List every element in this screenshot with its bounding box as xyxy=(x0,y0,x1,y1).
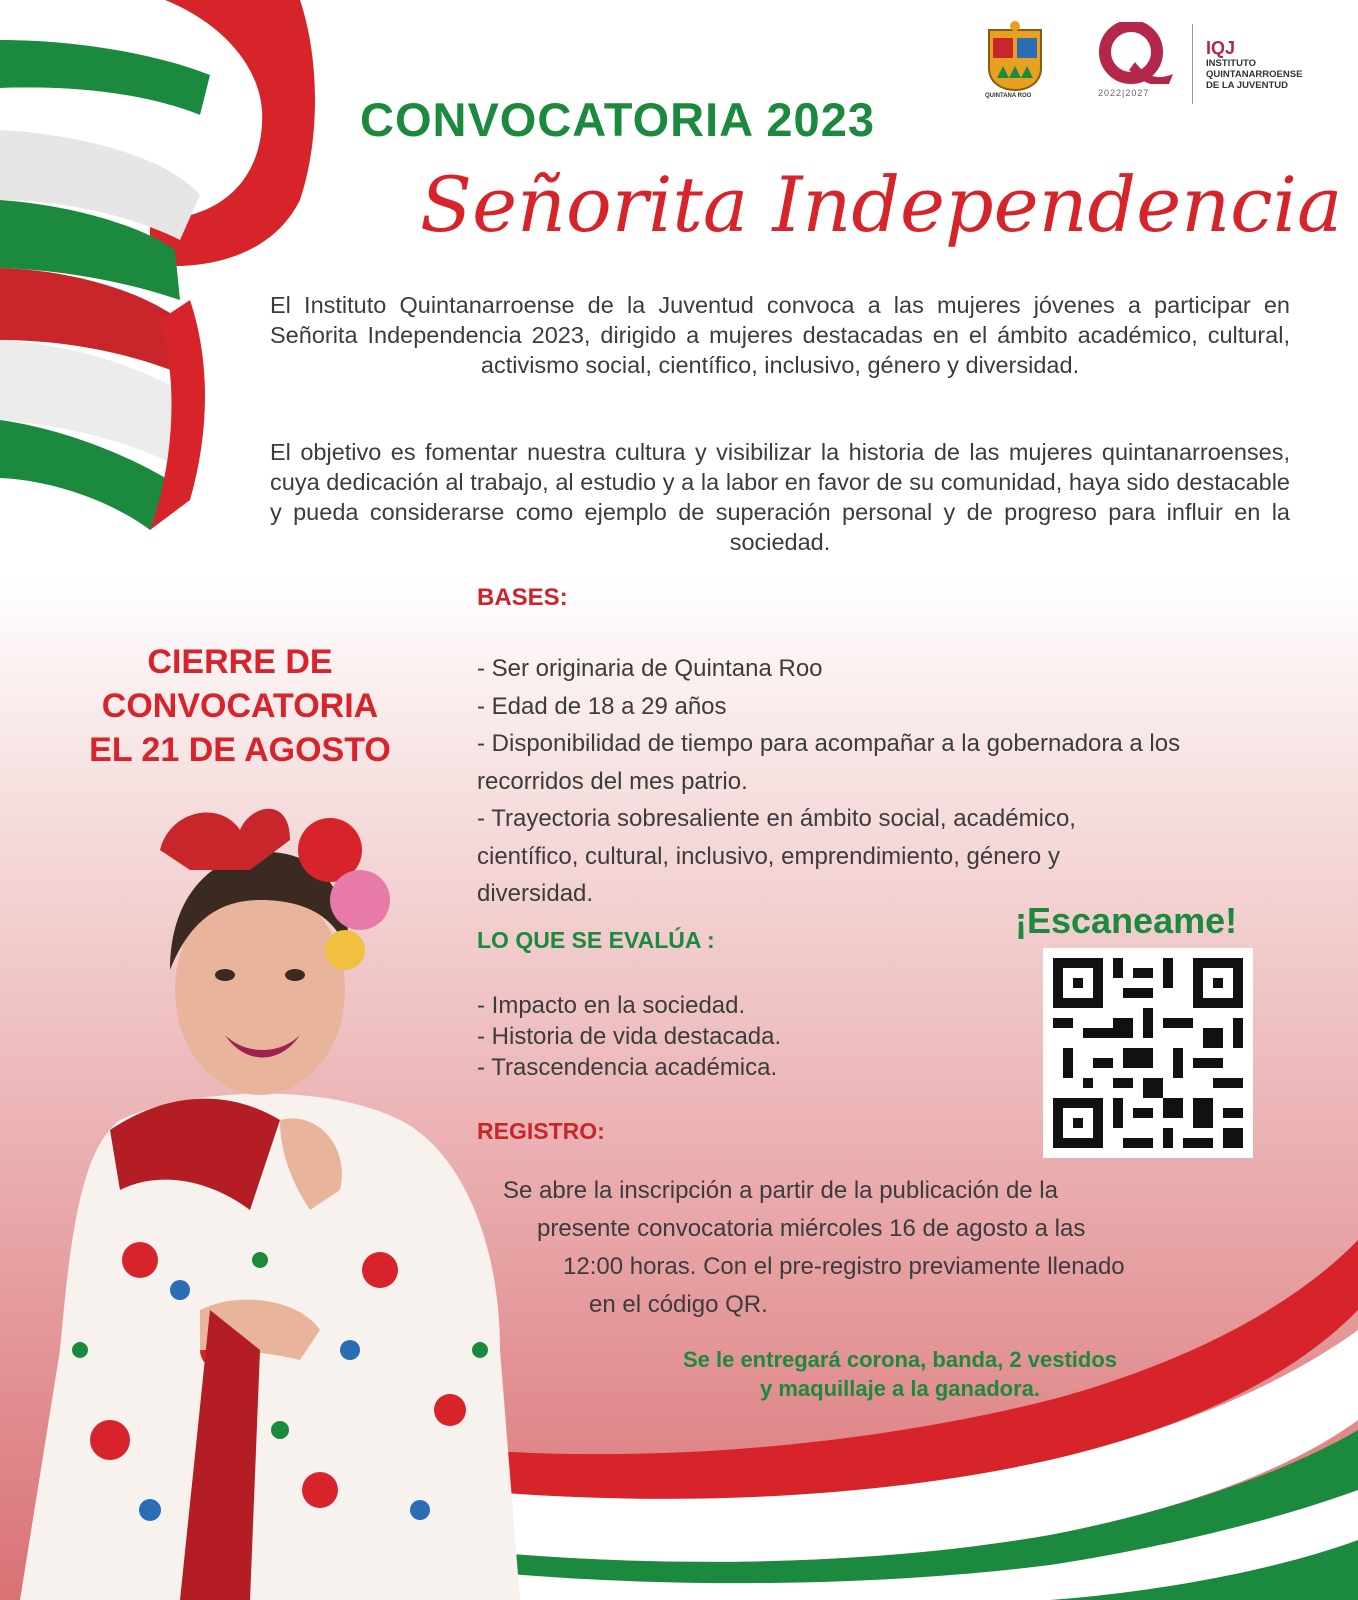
evaluation-item: - Historia de vida destacada. xyxy=(477,1023,782,1050)
qr-code-icon xyxy=(1043,948,1253,1158)
registro-line: en el código QR. xyxy=(589,1291,768,1318)
objective-paragraph: El objetivo es fomentar nuestra cultura y visibilizar la historia de las mujeres quintanarroenses, cuya dedicación al trabajo, al estudio y a la labor en favor de su comunidad, haya sido destacable y pueda considerarse como ejemplo de superación personal y de progreso para influir en la sociedad. xyxy=(270,439,1290,555)
bases-item: - Ser originaria de Quintana Roo xyxy=(477,655,823,682)
bases-item: - Disponibilidad de tiempo para acompañar a la gobernadora a los recorridos del mes patrio. xyxy=(477,730,1181,795)
evaluation-list xyxy=(477,990,781,1083)
registro-line: Se abre la inscripción a partir de la publicación de la xyxy=(503,1177,1058,1204)
quintana-roo-shield-logo xyxy=(985,20,1045,92)
iqj-logo-text xyxy=(1206,38,1302,91)
bases-list xyxy=(477,650,1277,913)
page-subtitle: Señorita Independencia xyxy=(420,160,1343,249)
logo-divider xyxy=(1192,24,1193,104)
gobierno-period-label: 2022|2027 xyxy=(1098,88,1150,98)
bases-heading: BASES: xyxy=(477,584,568,611)
deadline-line: CIERRE DE xyxy=(147,643,333,681)
quintana-roo-logo-label: QUINTANA ROO xyxy=(985,93,1032,99)
scan-me-label: ¡Escaneame! xyxy=(1015,900,1238,941)
iqj-name-line2: QUINTANARROENSE xyxy=(1206,69,1303,80)
evaluation-heading: LO QUE SE EVALÚA : xyxy=(477,927,715,953)
registro-line: presente convocatoria miércoles 16 de agosto a las xyxy=(537,1215,1086,1242)
evaluation-item: - Impacto en la sociedad. xyxy=(477,992,746,1019)
qr-code[interactable] xyxy=(1043,948,1253,1158)
woman-in-traditional-dress-photo xyxy=(20,790,520,1600)
evaluation-item: - Trascendencia académica. xyxy=(477,1054,778,1081)
registro-line: 12:00 horas. Con el pre-registro previamente llenado xyxy=(563,1253,1125,1280)
page-title: CONVOCATORIA 2023 xyxy=(360,93,875,146)
deadline-line: EL 21 DE AGOSTO xyxy=(89,731,391,769)
deadline-line: CONVOCATORIA xyxy=(101,687,379,725)
prize-notice: Se le entregará corona, banda, 2 vestidos y maquillaje a la ganadora. xyxy=(682,1347,1118,1401)
iqj-name-line3: DE LA JUVENTUD xyxy=(1206,80,1288,91)
gobierno-q-logo xyxy=(1095,22,1175,84)
iqj-name-line1: INSTITUTO xyxy=(1206,58,1256,69)
iqj-abbreviation: IQJ xyxy=(1206,38,1236,58)
deadline-notice xyxy=(60,640,420,772)
registro-heading: REGISTRO: xyxy=(477,1118,605,1144)
bases-item: - Trayectoria sobresaliente en ámbito social, académico, científico, cultural, inclusivo, emprendimiento, género y diversidad. xyxy=(477,805,1076,907)
intro-paragraph: El Instituto Quintanarroense de la Juventud convoca a las mujeres jóvenes a participar en Señorita Independencia 2023, dirigido a mujeres destacadas en el ámbito académico, cultural, activismo social, científico, inclusivo, género y diversidad. xyxy=(270,292,1290,378)
bases-item: - Edad de 18 a 29 años xyxy=(477,692,727,720)
